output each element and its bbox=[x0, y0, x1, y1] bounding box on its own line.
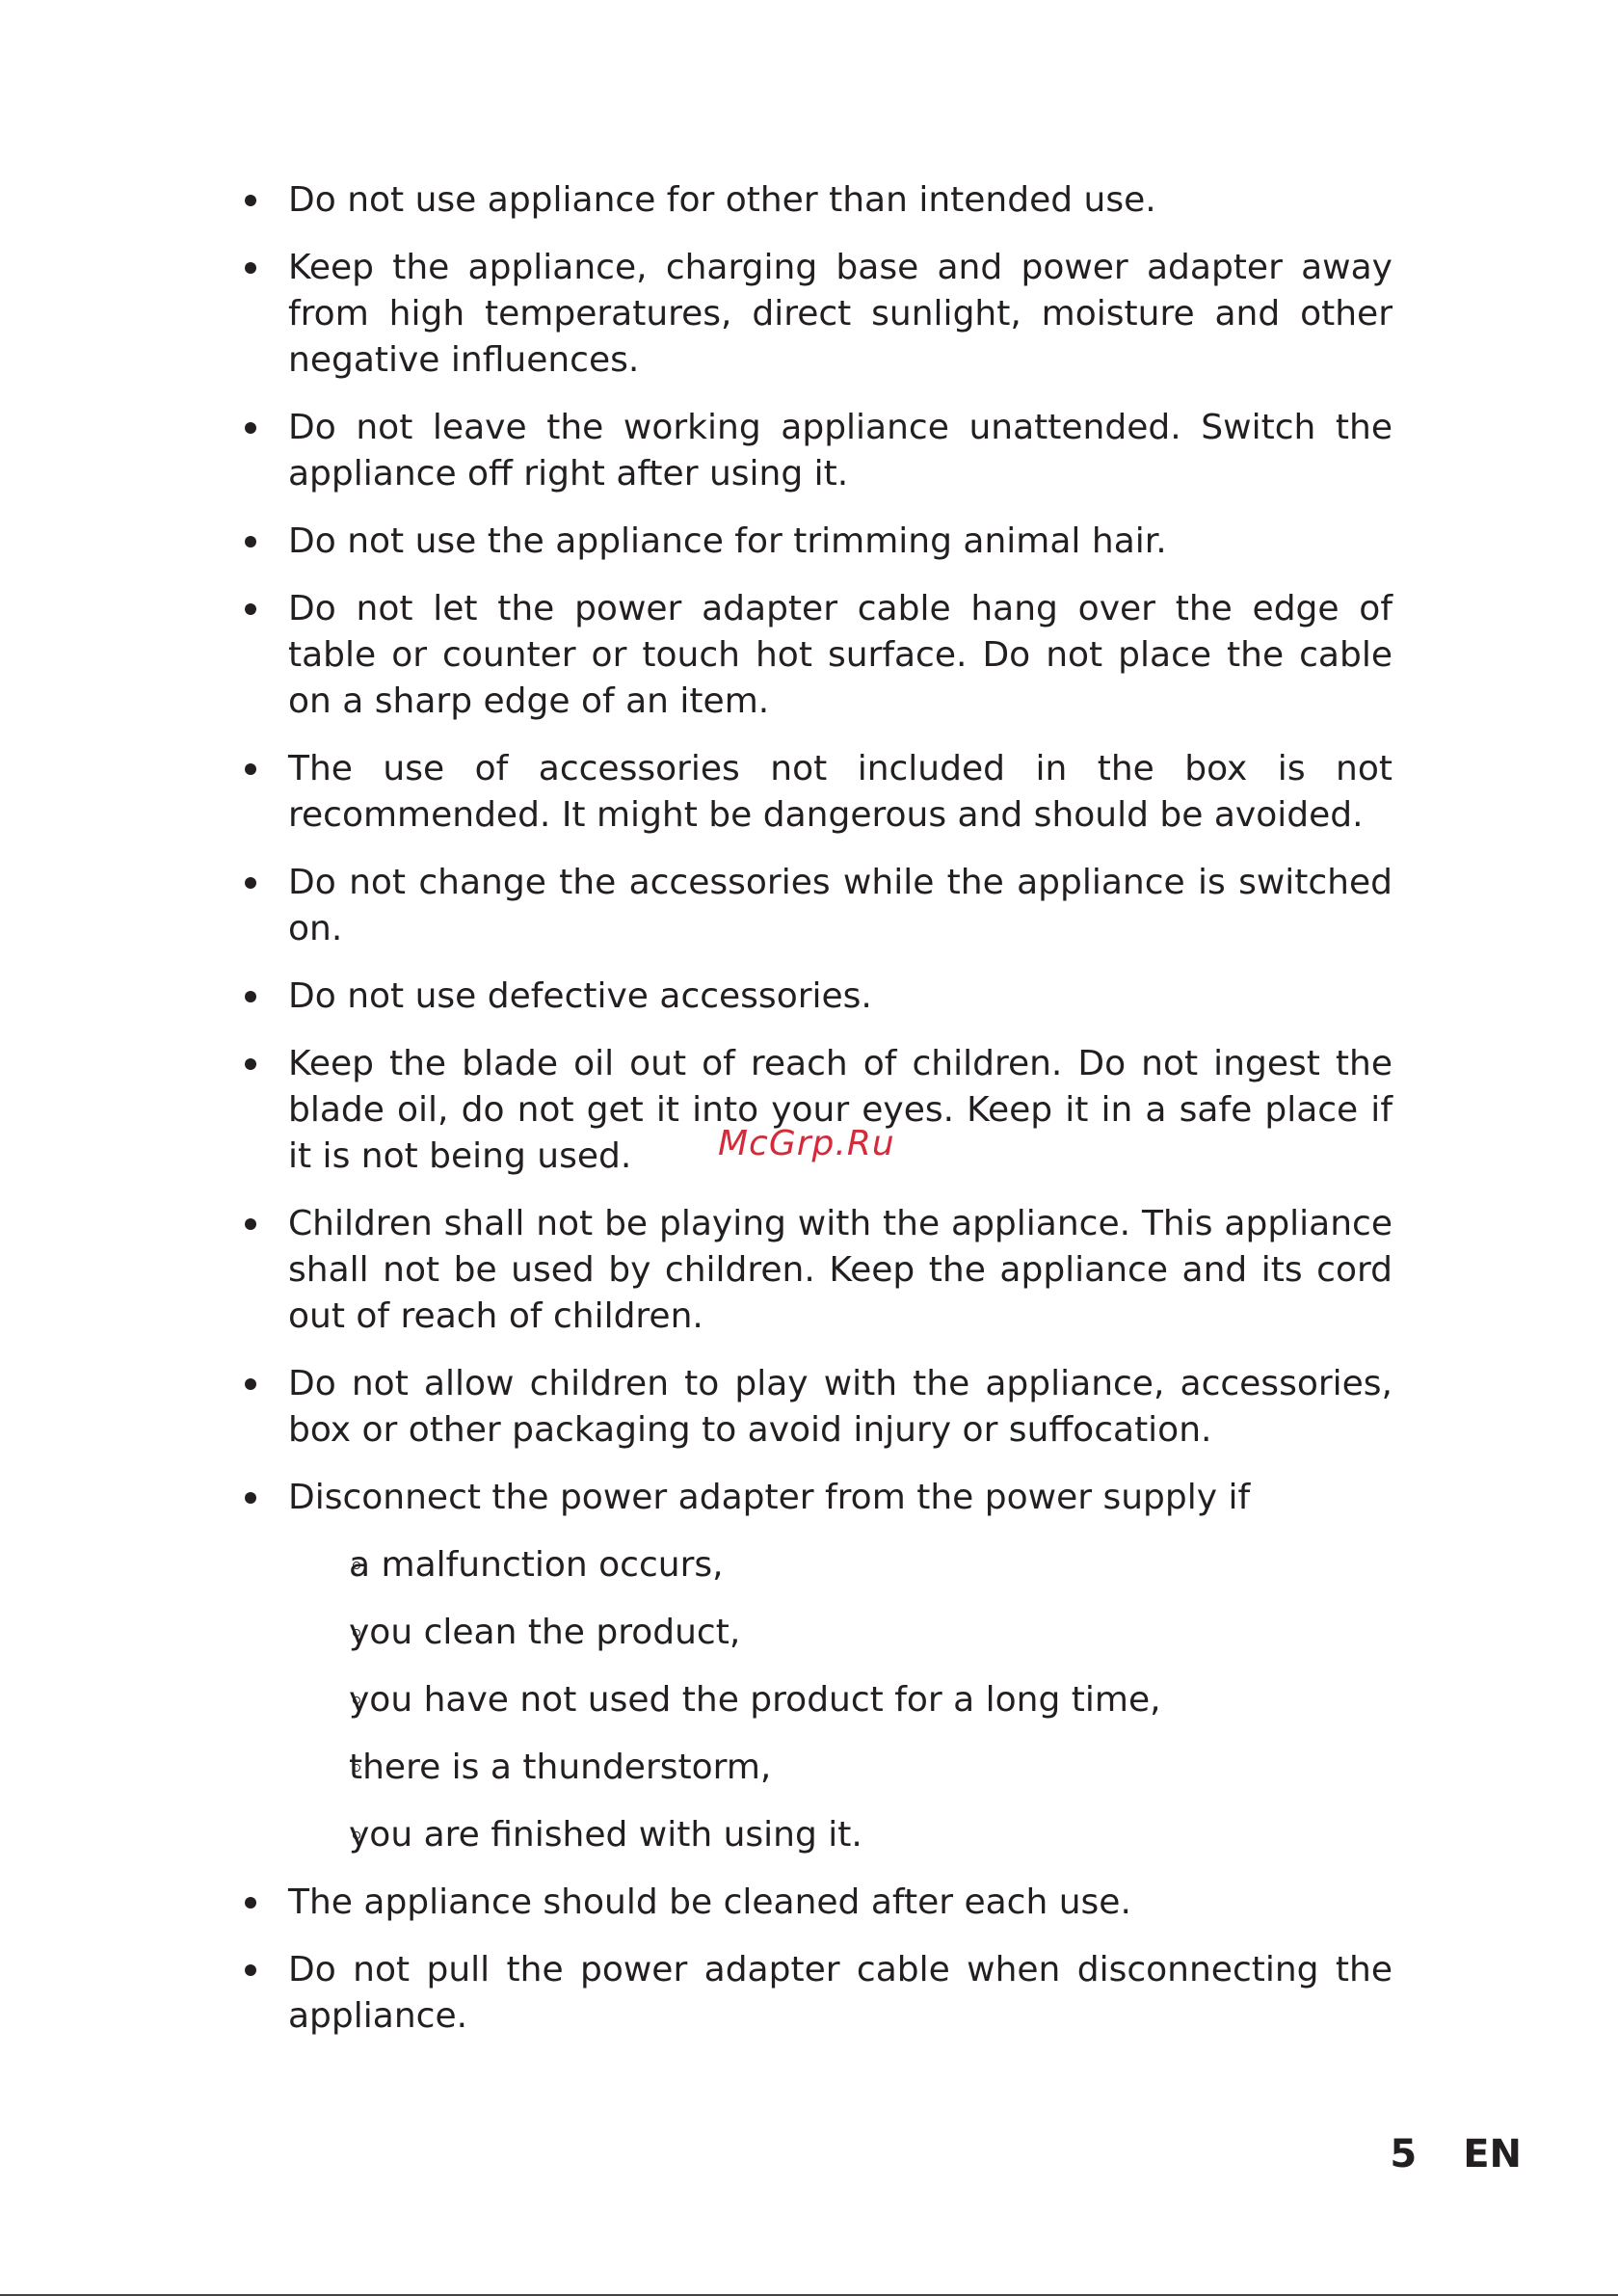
list-item-text: Do not change the accessories while the appliance is switched on. bbox=[288, 863, 1393, 948]
sub-list-item bbox=[241, 1677, 1393, 1723]
list-item bbox=[241, 245, 1393, 384]
page-number: 5 bbox=[1390, 2132, 1418, 2176]
bullet-icon bbox=[245, 1058, 256, 1070]
list-item-text: Do not pull the power adapter cable when disconnecting the appliance. bbox=[288, 1950, 1393, 2036]
circle-bullet-icon bbox=[353, 1629, 360, 1637]
sub-list-item bbox=[241, 1745, 1393, 1791]
sub-list-item bbox=[241, 1812, 1393, 1858]
list-item bbox=[241, 1475, 1393, 1858]
list-item bbox=[241, 519, 1393, 565]
list-item bbox=[241, 1947, 1393, 2040]
bullet-icon bbox=[245, 603, 256, 615]
sub-list-item-text: there is a thunderstorm, bbox=[349, 1748, 772, 1787]
sub-list-item bbox=[241, 1610, 1393, 1656]
list-item-text: Do not leave the working appliance unattended. Switch the appliance off right after using it. bbox=[288, 408, 1393, 494]
list-item bbox=[241, 974, 1393, 1020]
list-item-text: The appliance should be cleaned after each use. bbox=[288, 1882, 1131, 1922]
sub-list-item-text: you clean the product, bbox=[349, 1613, 741, 1652]
bullet-icon bbox=[245, 1964, 256, 1976]
circle-bullet-icon bbox=[353, 1764, 360, 1772]
list-item-text: Do not use the appliance for trimming animal hair. bbox=[288, 521, 1167, 561]
list-item-text: Do not let the power adapter cable hang over the edge of table or counter or touch hot surface. Do not place the cable on a sharp edge of an item. bbox=[288, 589, 1393, 721]
list-item bbox=[241, 1880, 1393, 1926]
bullet-icon bbox=[245, 1218, 256, 1230]
sub-list-item-text: you are finished with using it. bbox=[349, 1815, 862, 1855]
sub-list-item-text: you have not used the product for a long time, bbox=[349, 1680, 1161, 1720]
safety-instructions bbox=[241, 177, 1393, 2061]
list-item-text: Children shall not be playing with the appliance. This appliance shall not be used by children. Keep the appliance and its cord out of reach of children. bbox=[288, 1204, 1393, 1336]
bullet-icon bbox=[245, 262, 256, 274]
bullet-icon bbox=[245, 763, 256, 775]
list-item bbox=[241, 860, 1393, 952]
bullet-icon bbox=[245, 991, 256, 1002]
list-item-text: Disconnect the power adapter from the power supply if bbox=[288, 1478, 1251, 1517]
bullet-icon bbox=[245, 1378, 256, 1390]
bullet-icon bbox=[245, 536, 256, 547]
list-item bbox=[241, 405, 1393, 497]
bullet-icon bbox=[245, 422, 256, 434]
bullet-icon bbox=[245, 877, 256, 889]
circle-bullet-icon bbox=[353, 1831, 360, 1839]
list-item-text: Keep the appliance, charging base and power adapter away from high temperatures, direct sunlight, moisture and other negative influences. bbox=[288, 248, 1393, 380]
list-item bbox=[241, 586, 1393, 725]
bullet-icon bbox=[245, 1897, 256, 1909]
bullet-icon bbox=[245, 1492, 256, 1504]
list-item-text: The use of accessories not included in the box is not recommended. It might be dangerous and should be avoided. bbox=[288, 749, 1393, 835]
language-code: EN bbox=[1463, 2132, 1522, 2176]
list-item-text: Keep the blade oil out of reach of children. Do not ingest the blade oil, do not get it into your eyes. Keep it in a safe place if it is not being used. bbox=[288, 1044, 1393, 1176]
list-item-text: Do not use defective accessories. bbox=[288, 976, 872, 1016]
bullet-icon bbox=[245, 195, 256, 206]
bullet-list bbox=[241, 177, 1393, 2040]
list-item bbox=[241, 746, 1393, 839]
watermark: McGrp.Ru bbox=[718, 1124, 895, 1163]
sub-list-item bbox=[241, 1542, 1393, 1589]
sub-bullet-list bbox=[288, 1542, 1393, 1858]
list-item bbox=[241, 1201, 1393, 1340]
list-item bbox=[241, 177, 1393, 224]
list-item-text: Do not use appliance for other than intended use. bbox=[288, 180, 1156, 220]
sub-list-item-text: a malfunction occurs, bbox=[349, 1545, 724, 1585]
list-item-text: Do not allow children to play with the appliance, accessories, box or other packaging to avoid injury or suffocation. bbox=[288, 1364, 1393, 1450]
circle-bullet-icon bbox=[353, 1696, 360, 1704]
list-item bbox=[241, 1361, 1393, 1454]
circle-bullet-icon bbox=[353, 1562, 360, 1569]
page-footer bbox=[1390, 2132, 1522, 2176]
